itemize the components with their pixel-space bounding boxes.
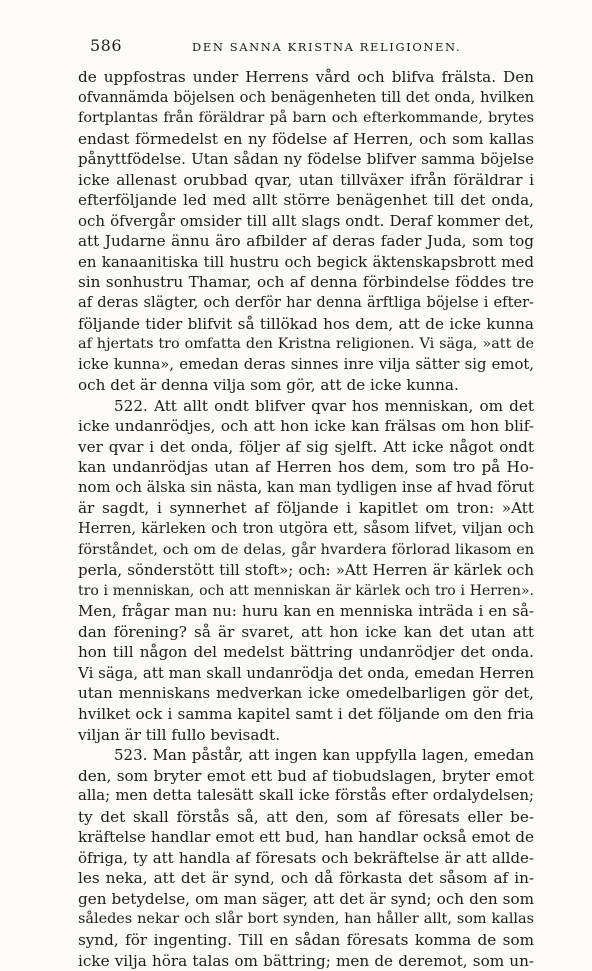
text-line: att Judarne ännu äro afbilder af deras fader Juda, som tog [78,232,534,251]
text-line: les neka, att det är synd, och då förkasta det såsom af in- [78,869,534,888]
text-line: icke kunna», emedan deras sinnes inre vilja sätter sig emot, [78,355,534,373]
running-title: DEN SANNA KRISTNA RELIGIONEN. [192,40,462,54]
text-line: är sagdt, i synnerhet af följande i kapitlet om tron: »Att [78,499,534,518]
text-line: Men, frågar man nu: huru kan en menniska inträda i en så- [78,602,534,621]
text-line: pånyttfödelse. Utan sådan ny födelse blifver samma böjelse [78,150,534,169]
text-line: icke allenast orubbad qvar, utan tillväxer ifrån föräldrar i [78,170,534,189]
text-line: icke vilja höra talas om bättring; men de deremot, som un- [78,951,534,970]
text-line: Vi säga, att man skall undanrödja det onda, emedan Herren [78,663,534,682]
text-line: hon till någon del medelst bättring undanrödjer det onda. [78,643,534,662]
text-line: utan menniskans medverkan icke omedelbarligen gör det, [78,684,534,703]
text-line: följande tider blifvit så tillökad hos dem, att de icke kunna [78,314,534,333]
text-line: ty det skall förstås så, att den, som af föresats eller be- [78,807,534,826]
text-line: icke undanrödjes, och att hon icke kan frälsas om hon blif- [78,417,534,436]
text-line: fortplantas från föräldrar på barn och efterkommande, brytes [78,110,534,127]
text-line: endast förmedelst en ny födelse af Herren, och som kallas [78,129,534,148]
body-text [78,67,534,971]
text-line: perla, sönderstött till stoft»; och: »Att Herren är kärlek och [78,561,534,580]
text-line: kan undanrödjas utan af Herren hos dem, som tro på Ho- [78,458,534,477]
text-line: sin sonhustru Thamar, och af denna förbindelse föddes tre [78,273,534,292]
page-number: 586 [90,36,123,55]
text-line: ver qvar i det onda, följer af sig sjelft. Att icke något ondt [78,437,534,456]
text-line: af hjertats tro omfatta den Kristna religionen. Vi säga, »att de [78,336,534,353]
text-line: 522. Att allt ondt blifver qvar hos menniskan, om det [114,396,534,415]
text-line: och öfvergår omsider till allt slags ondt. Deraf kommer det, [78,211,534,230]
text-line: nom och älska sin nästa, kan man tydligen inse af hvad förut [78,478,534,496]
text-line: efterföljande led med allt större benägenhet till det onda, [78,191,534,210]
text-line: alla; men detta talesätt skall icke förstås efter ordalydelsen; [78,787,534,805]
text-line: således nekar och slår bort synden, han håller allt, som kallas [78,911,534,928]
text-line: tro i menniskan, och att menniskan är kärlek och tro i Herren». [78,582,534,599]
text-line: af deras slägter, och derför har denna ärftliga böjelse i efter- [78,294,534,312]
text-line: hvilket ock i samma kapitel samt i det följande om den fria [78,704,534,723]
text-line: dan förening? så är svaret, att hon icke kan det utan att [78,622,534,641]
text-line: synd, för ingenting. Till en sådan föresats komma de som [78,930,534,949]
text-line: gen betydelse, om man säger, att det är synd; och den som [78,889,534,908]
text-line: förståndet, och om de delas, går hvardera förlorad likasom en [78,541,534,558]
text-line: 523. Man påstår, att ingen kan uppfylla lagen, emedan [114,746,534,765]
text-line: Herren, kärleken och tron utgöra ett, såsom lifvet, viljan och [78,520,534,538]
text-line: kräftelse handlar emot ett bud, han handlar också emot de [78,828,534,847]
text-line: och det är denna vilja som gör, att de icke kunna. [78,376,459,395]
text-line: viljan är till fullo bevisadt. [78,725,281,744]
text-line: öfriga, ty att handla af föresats och bekräftelse är att allde- [78,848,534,867]
text-line: en kanaanitiska till hustru och begick äktenskapsbrott med [78,252,534,271]
text-line: ofvannämda böjelsen och benägenheten till det onda, hvilken [78,88,534,106]
page-header [82,36,532,58]
text-line: de uppfostras under Herrens vård och blifva frälsta. Den [78,68,534,86]
text-line: den, som bryter emot ett bud af tiobudslagen, bryter emot [78,766,534,785]
